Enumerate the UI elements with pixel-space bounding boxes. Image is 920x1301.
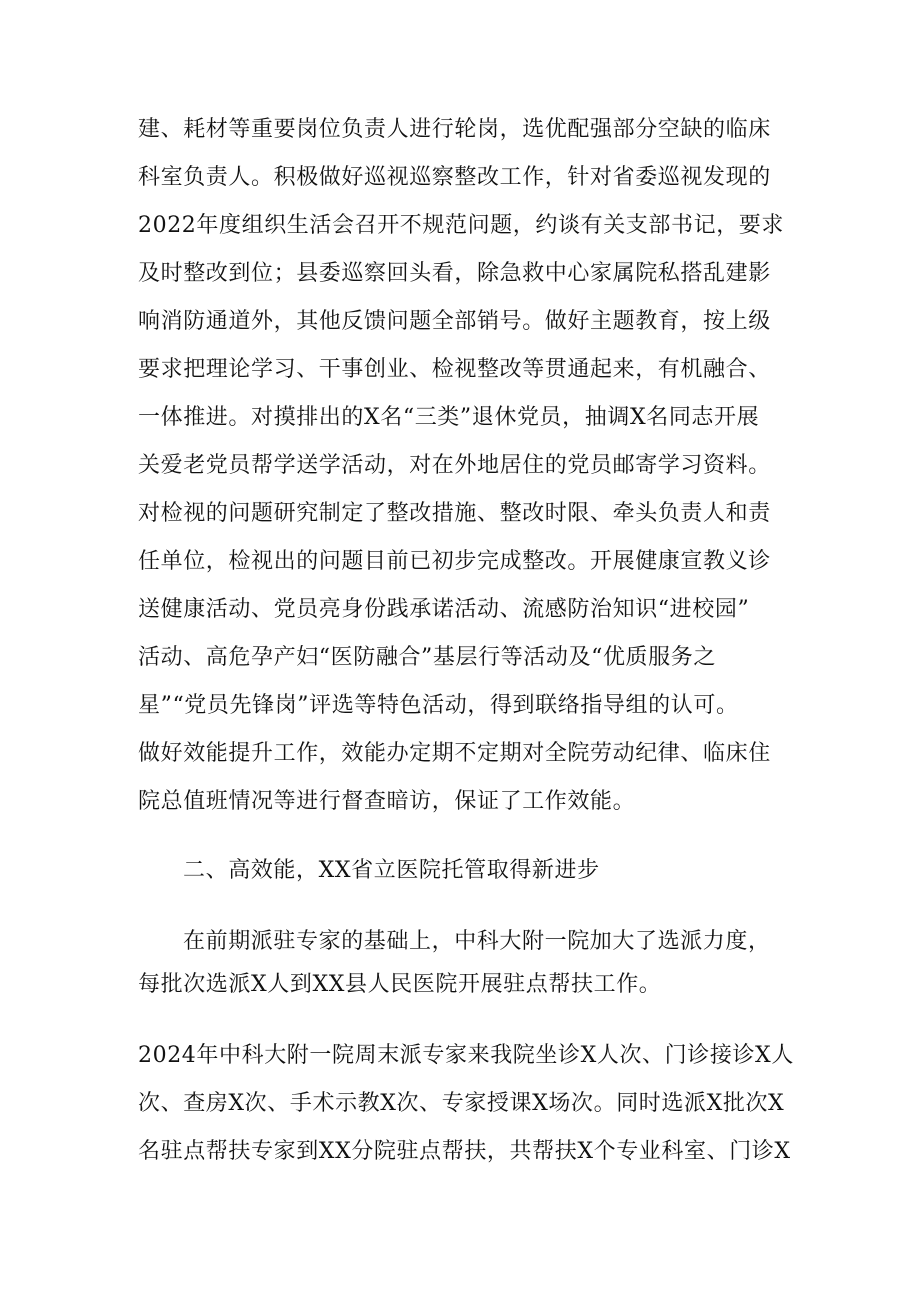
paragraph-line: 要求把理论学习、干事创业、检视整改等贯通起来，有机融合、 bbox=[138, 357, 771, 382]
paragraph-line: 对检视的问题研究制定了整改措施、整改时限、牵头负责人和责 bbox=[138, 501, 771, 526]
paragraph-line: 次、查房X次、手术示教X次、专家授课X场次。同时选派X批次X bbox=[138, 1091, 785, 1116]
paragraph-line: 建、耗材等重要岗位负责人进行轮岗，选优配强部分空缺的临床 bbox=[138, 117, 771, 142]
paragraph-line: 院总值班情况等进行督查暗访，保证了工作效能。 bbox=[138, 789, 636, 814]
section-heading: 二、高效能，XX省立医院托管取得新进步 bbox=[183, 858, 600, 883]
paragraph-line: 每批次选派X人到XX县人民医院开展驻点帮扶工作。 bbox=[138, 972, 662, 997]
paragraph-line: 一体推进。对摸排出的X名“三类”退休党员，抽调X名同志开展 bbox=[138, 405, 760, 430]
paragraph-line: 送健康活动、党员亮身份践承诺活动、流感防治知识“进校园” bbox=[138, 597, 750, 622]
paragraph-line: 在前期派驻专家的基础上，中科大附一院加大了选派力度， bbox=[183, 929, 771, 954]
paragraph-line: 名驻点帮扶专家到XX分院驻点帮扶，共帮扶X个专业科室、门诊X bbox=[138, 1139, 791, 1164]
paragraph-line: 做好效能提升工作，效能办定期不定期对全院劳动纪律、临床住 bbox=[138, 741, 771, 766]
paragraph-line: 及时整改到位；县委巡察回头看，除急救中心家属院私搭乱建影 bbox=[138, 261, 771, 286]
paragraph-line: 科室负责人。积极做好巡视巡察整改工作，针对省委巡视发现的 bbox=[138, 165, 771, 190]
paragraph-line: 2022年度组织生活会召开不规范问题，约谈有关支部书记，要求 bbox=[138, 213, 784, 238]
paragraph-line: 响消防通道外，其他反馈问题全部销号。做好主题教育，按上级 bbox=[138, 309, 771, 334]
paragraph-line: 2024年中科大附一院周末派专家来我院坐诊X人次、门诊接诊X人 bbox=[138, 1043, 794, 1068]
paragraph-line: 活动、高危孕产妇“医防融合”基层行等活动及“优质服务之 bbox=[138, 645, 716, 670]
paragraph-line: 星”“党员先锋岗”评选等特色活动，得到联络指导组的认可。 bbox=[138, 693, 739, 718]
paragraph-line: 关爱老党员帮学送学活动，对在外地居住的党员邮寄学习资料。 bbox=[138, 453, 771, 478]
paragraph-line: 任单位，检视出的问题目前已初步完成整改。开展健康宣教义诊 bbox=[138, 549, 771, 574]
